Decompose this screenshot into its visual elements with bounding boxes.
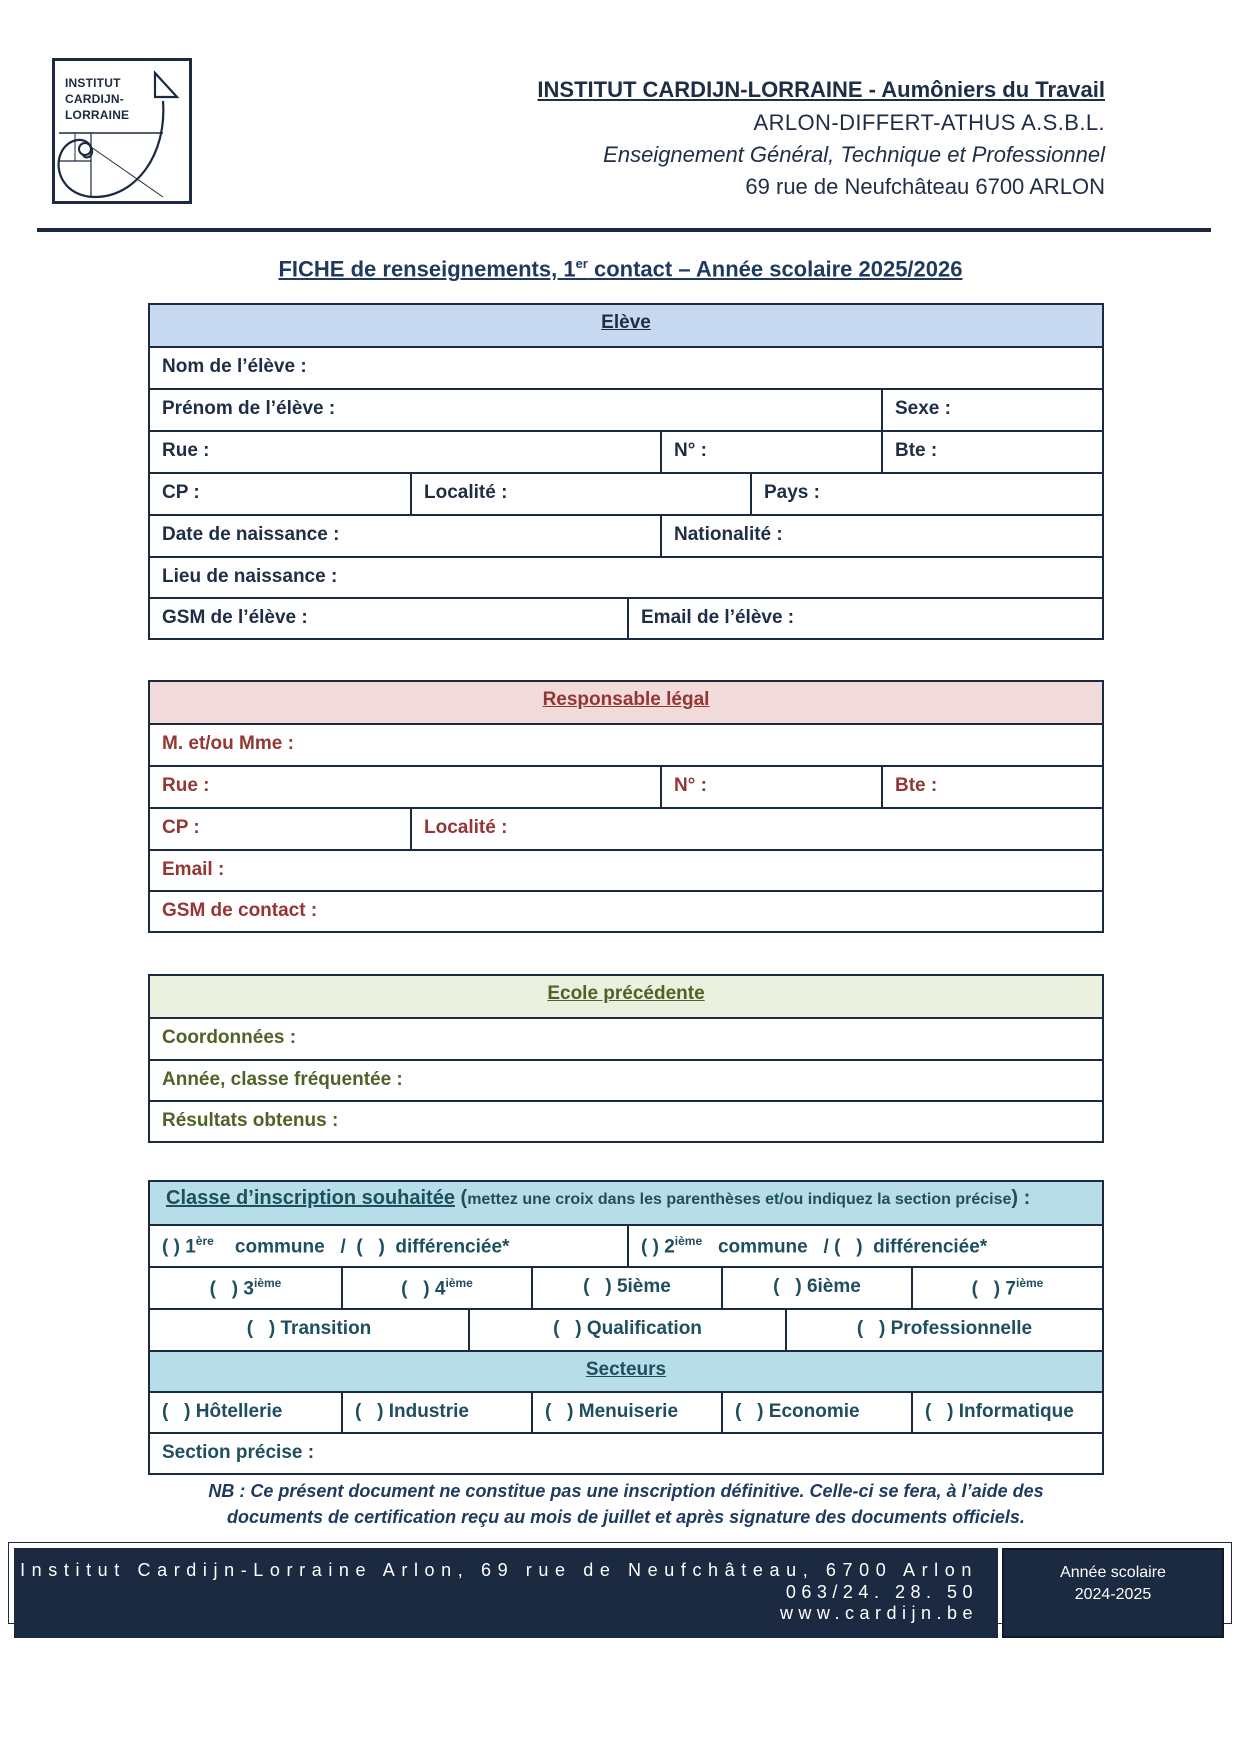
guardian-name-row [150, 723, 1102, 765]
logo-line-1: INSTITUT [65, 76, 121, 90]
class-option-7th-year[interactable] [911, 1268, 1102, 1308]
option-label-rest: commune / ( ) différenciée* [702, 1236, 988, 1258]
option-label: ( ) 6ième [773, 1276, 861, 1297]
institution-name [537, 74, 1105, 106]
guardian-city-row [150, 807, 1102, 849]
student-contact-row [150, 597, 1102, 638]
asbl-line: ARLON-DIFFERT-ATHUS A.S.B.L. [753, 110, 1105, 135]
school-year-class-field[interactable]: Année, classe fréquentée : [162, 1069, 403, 1090]
track-professional-option[interactable]: ( ) Professionnelle [785, 1310, 1102, 1350]
institution-subtitle: - Aumôniers du Travail [862, 77, 1105, 102]
title-part-1: FICHE de renseignements, 1 [278, 256, 576, 282]
guardian-phone-row [150, 890, 1102, 931]
institution-header [537, 74, 1105, 203]
guardian-email-field[interactable]: Email : [162, 859, 225, 880]
student-section [148, 303, 1104, 640]
option-label: ( ) 2 [641, 1236, 675, 1258]
class-heading-row [150, 1182, 1102, 1224]
class-option-6th-year[interactable] [721, 1268, 911, 1308]
school-results-field[interactable]: Résultats obtenus : [162, 1110, 339, 1131]
school-year-row [150, 1059, 1102, 1100]
student-nationality-field[interactable]: Nationalité : [660, 516, 1102, 556]
footer-year-block [1002, 1548, 1224, 1638]
school-heading: Ecole précédente [150, 976, 1102, 1017]
sector-hotellerie-option[interactable]: ( ) Hôtellerie [162, 1401, 283, 1422]
student-first-name-field[interactable]: Prénom de l’élève : [162, 398, 336, 419]
previous-school-section [148, 974, 1104, 1143]
class-option-5th-year[interactable] [531, 1268, 721, 1308]
student-country-field[interactable]: Pays : [750, 474, 1102, 514]
sector-informatique-option[interactable]: ( ) Informatique [911, 1393, 1102, 1432]
logo-line-2: CARDIJN- [65, 92, 124, 106]
footer-year-label: Année scolaire [1060, 1564, 1166, 1581]
class-choice-section [148, 1180, 1104, 1475]
class-track-row [150, 1308, 1102, 1350]
institution-title: INSTITUT CARDIJN-LORRAINE [537, 77, 863, 102]
student-birth-row [150, 514, 1102, 556]
school-coordinates-field[interactable]: Coordonnées : [162, 1027, 297, 1048]
student-heading: Elève [150, 305, 1102, 346]
student-last-name-field[interactable]: Nom de l’élève : [162, 356, 307, 377]
student-birthdate-field[interactable]: Date de naissance : [162, 524, 340, 545]
enseignement-line: Enseignement Général, Technique et Professionnel [603, 142, 1105, 167]
disclaimer-note [148, 1478, 1104, 1530]
class-heading-paren-open: ( [454, 1187, 468, 1209]
guardian-postcode-field[interactable]: CP : [162, 817, 200, 838]
student-street-field[interactable]: Rue : [162, 440, 210, 461]
student-city-field[interactable]: Localité : [410, 474, 750, 514]
guardian-city-field[interactable]: Localité : [410, 809, 1102, 849]
footer-year-value: 2024-2025 [1074, 1586, 1152, 1603]
class-option-2nd-year[interactable] [627, 1226, 1102, 1266]
footer-strip [14, 1628, 998, 1638]
guardian-street-field[interactable]: Rue : [162, 775, 210, 796]
option-sup: ième [1015, 1276, 1044, 1290]
option-label: ( ) 5ième [583, 1276, 671, 1297]
option-label-rest: commune / ( ) différenciée* [213, 1236, 510, 1258]
student-postcode-field[interactable]: CP : [162, 482, 200, 503]
student-city-row [150, 472, 1102, 514]
option-sup: ième [253, 1276, 282, 1290]
option-label: ( ) 4 [401, 1278, 446, 1300]
track-qualification-option[interactable]: ( ) Qualification [468, 1310, 785, 1350]
class-year-1-2-row [150, 1224, 1102, 1266]
address-line: 69 rue de Neufchâteau 6700 ARLON [745, 174, 1105, 199]
option-sup: ère [195, 1234, 214, 1248]
guardian-heading-row [150, 682, 1102, 723]
student-phone-field[interactable]: GSM de l’élève : [162, 607, 308, 628]
guardian-phone-field[interactable]: GSM de contact : [162, 900, 318, 921]
student-street-row [150, 430, 1102, 472]
sectors-heading-row [150, 1350, 1102, 1391]
guardian-email-row [150, 849, 1102, 890]
disclaimer-line-2: documents de certification reçu au mois de juillet et après signature des documents officiels. [227, 1507, 1025, 1527]
option-sup: ième [445, 1276, 473, 1290]
footer-phone: 063/24. 28. 50 [785, 1582, 978, 1602]
school-heading-row [150, 976, 1102, 1017]
student-sex-field[interactable]: Sexe : [881, 390, 1102, 430]
form-title [0, 256, 1241, 282]
section-precise-row [150, 1432, 1102, 1473]
institute-logo [52, 58, 192, 204]
student-birthplace-row [150, 556, 1102, 597]
section-precise-field[interactable]: Section précise : [162, 1442, 315, 1463]
student-heading-row [150, 305, 1102, 346]
logo-line-3: LORRAINE [65, 108, 130, 122]
student-number-field[interactable]: N° : [660, 432, 881, 472]
guardian-section [148, 680, 1104, 933]
track-transition-option[interactable]: ( ) Transition [246, 1318, 372, 1339]
guardian-heading: Responsable légal [150, 682, 1102, 723]
class-heading-instruction: mettez une croix dans les parenthèses et/ou indiquez la section précise [467, 1191, 1012, 1208]
option-label: ( ) 1 [162, 1236, 196, 1258]
student-birthplace-field[interactable]: Lieu de naissance : [162, 566, 338, 587]
guardian-street-row [150, 765, 1102, 807]
school-results-row [150, 1100, 1102, 1141]
student-box-field[interactable]: Bte : [881, 432, 1102, 472]
footer-website: www.cardijn.be [779, 1603, 978, 1623]
guardian-box-field[interactable]: Bte : [881, 767, 1102, 807]
class-heading [150, 1182, 1102, 1224]
class-heading-paren-close: ) : [1011, 1187, 1031, 1209]
sector-industrie-option[interactable]: ( ) Industrie [341, 1393, 531, 1432]
sectors-heading: Secteurs [150, 1352, 1102, 1391]
header-divider [37, 228, 1211, 232]
guardian-name-field[interactable]: M. et/ou Mme : [162, 733, 294, 754]
student-email-field[interactable]: Email de l’élève : [627, 599, 1102, 638]
student-firstname-row [150, 388, 1102, 430]
disclaimer-line-1: NB : Ce présent document ne constitue pas une inscription définitive. Celle-ci se fera, à l’aide des [208, 1481, 1044, 1501]
option-label: ( ) 7 [971, 1278, 1016, 1300]
logo-text [65, 75, 129, 123]
option-sup: ième [674, 1234, 703, 1248]
class-heading-title: Classe d’inscription souhaitée [166, 1187, 455, 1209]
student-name-row [150, 346, 1102, 388]
option-label: ( ) 3 [209, 1278, 254, 1300]
sector-economie-option[interactable]: ( ) Economie [721, 1393, 911, 1432]
class-option-3rd-year[interactable] [150, 1268, 341, 1308]
class-option-4th-year[interactable] [341, 1268, 531, 1308]
footer-address-block [14, 1548, 998, 1634]
title-superscript: er [575, 256, 588, 271]
guardian-number-field[interactable]: N° : [660, 767, 881, 807]
footer-address: Institut Cardijn-Lorraine Arlon, 69 rue de Neufchâteau, 6700 Arlon [20, 1560, 978, 1580]
sectors-row [150, 1391, 1102, 1432]
class-year-3-7-row [150, 1266, 1102, 1308]
sector-menuiserie-option[interactable]: ( ) Menuiserie [531, 1393, 721, 1432]
school-coords-row [150, 1017, 1102, 1059]
class-option-1st-year[interactable] [150, 1226, 627, 1266]
title-part-2: contact – Année scolaire 2025/2026 [587, 256, 963, 282]
